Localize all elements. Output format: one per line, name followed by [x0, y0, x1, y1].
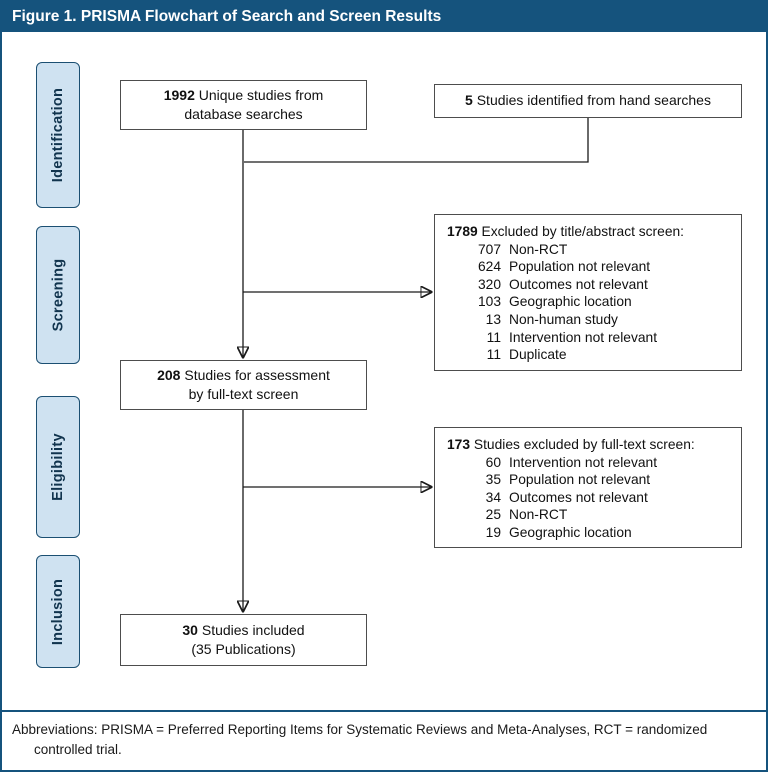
- exclusion-item: [459, 311, 731, 329]
- box-excluded-title-abstract: [434, 214, 742, 371]
- exclusion-item: [459, 454, 731, 472]
- box-line: [182, 621, 304, 640]
- exclusion-count: 25: [485, 507, 501, 523]
- exclusion-label: Duplicate: [509, 347, 567, 363]
- exclusion-item: [459, 471, 731, 489]
- exclusion-title: [447, 436, 731, 454]
- exclusion-item: [459, 524, 731, 542]
- exclusion-item: [459, 276, 731, 294]
- stage-label-identification: [36, 62, 80, 208]
- box-excluded-fulltext: [434, 427, 742, 548]
- box-database-searches: [120, 80, 367, 130]
- box-text: Studies identified from hand searches: [476, 92, 711, 109]
- exclusion-label: Non-RCT: [509, 241, 568, 257]
- box-text: Studies for assessment: [184, 366, 330, 383]
- exclusion-count: 34: [485, 489, 501, 505]
- box-text: Excluded by title/abstract screen:: [481, 224, 685, 239]
- box-hand-searches: [434, 84, 742, 118]
- stage-text: Eligibility: [50, 433, 66, 501]
- exclusion-label: Geographic location: [509, 524, 632, 540]
- exclusion-label: Intervention not relevant: [509, 329, 658, 345]
- exclusion-count: 103: [477, 294, 501, 310]
- study-count: 1992: [163, 86, 195, 103]
- box-line: [465, 91, 711, 110]
- box-line: database searches: [184, 106, 303, 122]
- exclusion-item: [459, 258, 731, 276]
- exclusion-label: Outcomes not relevant: [509, 489, 648, 505]
- abbreviations-text: Abbreviations: PRISMA = Preferred Reporting Items for Systematic Reviews and Meta-Analyses, RCT = randomized controlled trial.: [12, 722, 708, 757]
- stage-text: Screening: [50, 258, 66, 332]
- exclusion-count: 13: [485, 311, 501, 327]
- study-count: 30: [182, 621, 198, 638]
- exclusion-count: 35: [485, 472, 501, 488]
- study-count: 173: [447, 437, 471, 452]
- exclusion-label: Geographic location: [509, 294, 632, 310]
- stage-label-inclusion: [36, 555, 80, 668]
- exclusion-count: 11: [486, 347, 501, 363]
- exclusion-count: 320: [477, 276, 501, 292]
- exclusion-label: Non-RCT: [509, 507, 568, 523]
- exclusion-item: [459, 506, 731, 524]
- exclusion-label: Non-human study: [509, 311, 618, 327]
- figure-title: Figure 1. PRISMA Flowchart of Search and Screen Results: [12, 8, 442, 25]
- exclusion-item: [459, 346, 731, 364]
- study-count: 208: [157, 366, 181, 383]
- exclusion-label: Population not relevant: [509, 259, 651, 275]
- exclusion-item: [459, 241, 731, 259]
- box-line: by full-text screen: [188, 386, 299, 402]
- stage-label-eligibility: [36, 396, 80, 538]
- exclusion-count: 60: [485, 454, 501, 470]
- exclusion-item: [459, 489, 731, 507]
- exclusion-count: 624: [477, 259, 501, 275]
- box-text: Unique studies from: [198, 86, 324, 103]
- exclusion-label: Population not relevant: [509, 472, 651, 488]
- box-studies-included: [120, 614, 367, 666]
- exclusion-item: [459, 293, 731, 311]
- figure-title-bar: [2, 2, 766, 32]
- box-line: [164, 86, 324, 105]
- exclusion-label: Outcomes not relevant: [509, 276, 648, 292]
- box-text: Studies included: [201, 621, 305, 638]
- box-line: (35 Publications): [191, 641, 296, 657]
- stage-text: Identification: [50, 87, 67, 183]
- study-count: 1789: [447, 224, 478, 239]
- exclusion-title: [447, 223, 731, 241]
- box-fulltext-assessment: [120, 360, 367, 410]
- exclusion-item: [459, 329, 731, 347]
- exclusion-label: Intervention not relevant: [509, 454, 658, 470]
- box-line: [157, 366, 330, 385]
- exclusion-count: 707: [477, 241, 501, 257]
- stage-label-screening: [36, 226, 80, 364]
- exclusion-count: 19: [485, 524, 501, 540]
- box-text: Studies excluded by full-text screen:: [473, 437, 695, 452]
- exclusion-count: 11: [486, 329, 501, 345]
- figure-footnote: [2, 710, 766, 770]
- study-count: 5: [465, 92, 473, 109]
- stage-text: Inclusion: [50, 578, 66, 645]
